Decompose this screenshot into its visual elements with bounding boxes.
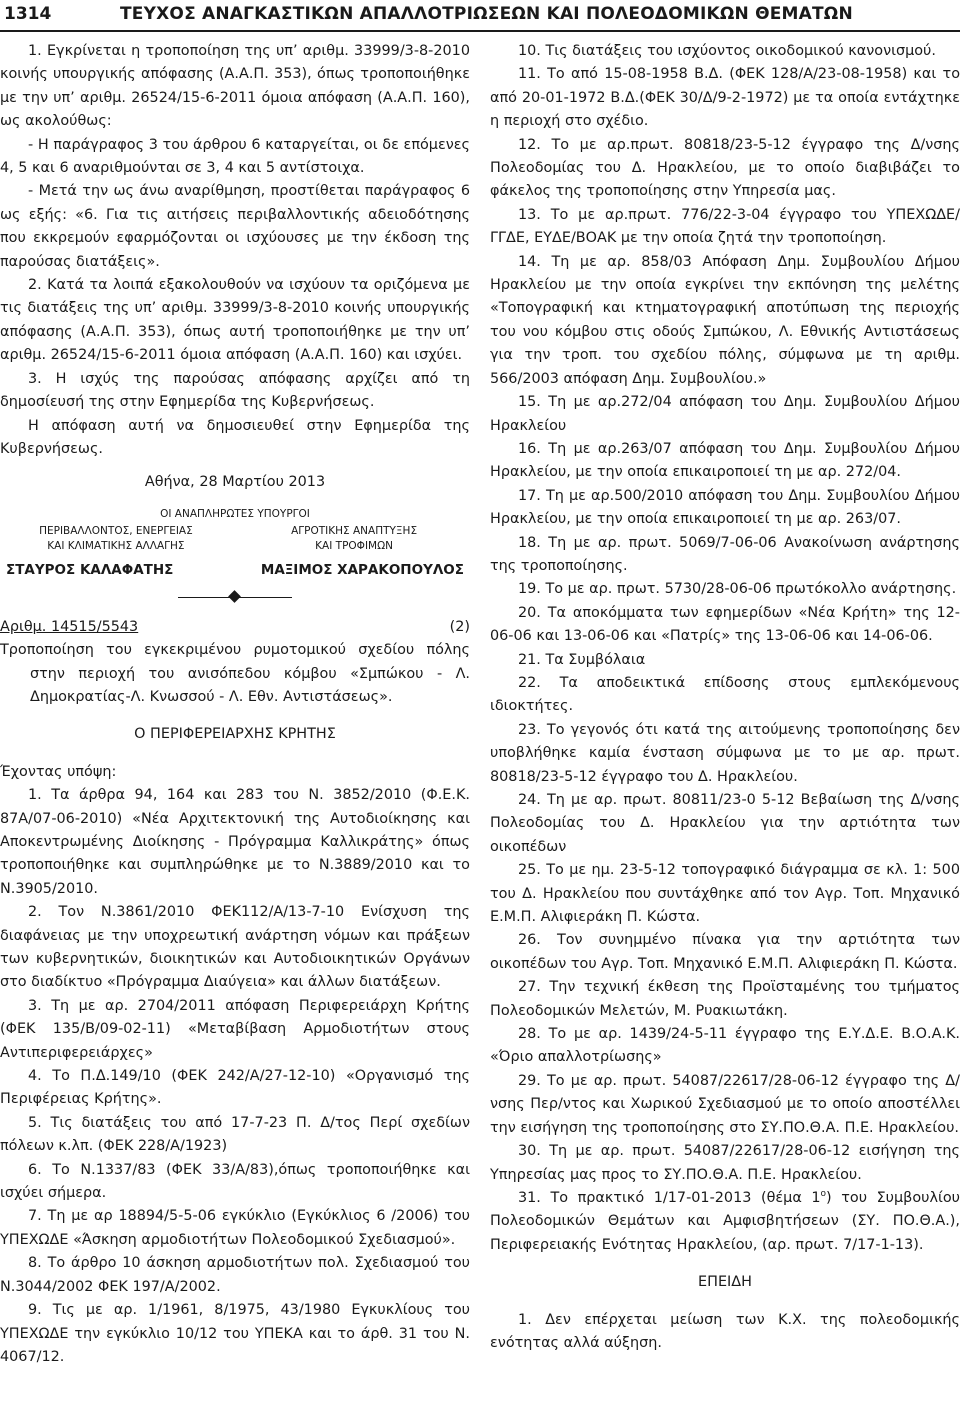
list-item: 22. Τα αποδεικτικά επίδοσης στους εμπλεκόμενους ιδιοκτήτες.	[490, 674, 960, 715]
considering-heading: Έχοντας υπόψη:	[0, 763, 117, 780]
signatory-2: ΜΑΞΙΜΟΣ ΧΑΡΑΚΟΠΟΥΛΟΣ	[260, 561, 464, 578]
list-item: 12. Το με αρ.πρωτ. 80818/23-5-12 έγγραφο της Δ/νσης Πολεοδομίας του Δ. Ηρακλείου, με το οποίο διαβιβάζει το φάκελος της τροποποίησης στην Υπηρεσία μας.	[490, 136, 960, 200]
decision-number: Αριθμ. 14515/5543	[0, 618, 139, 635]
paragraph: 2. Κατά τα λοιπά εξακολουθούν να ισχύουν τα οριζόμενα με τις διατάξεις της υπ’ αριθμ. 33999/3-8-2010 κοινής υπουργικής απόφασης (Α.Α.Π. 353), όπως αυτή τροποποιήθηκε με την υπ’ αριθμ. 26524/15-6-2011 όμοια απόφαση (Α.Α.Π. 160) και ισχύει.	[0, 277, 470, 364]
minister-2	[244, 524, 464, 554]
list-item: 17. Τη με αρ.500/2010 απόφαση του Δημ. Συμβουλίου Δήμου Ηρακλείου, με την οποία επικαιροποιεί τη με αρ. 263/07.	[490, 487, 960, 528]
list-item: 8. Το άρθρο 10 άσκηση αρμοδιοτήτων πολ. Σχεδιασμού του Ν.3044/2002 ΦΕΚ 197/Α/2002.	[0, 1255, 470, 1295]
signing-date: Αθήνα, 28 Μαρτίου 2013	[144, 474, 326, 491]
decision-subject: Τροποποίηση του εγκεκριμένου ρυμοτομικού σχεδίου πόλης στην περιοχή του ανισόπεδου κόμβου «Σμπώκου - Λ. Δημοκρατίας-Λ. Κνωσσού - Λ. Εθν. Αντιστάσεως».	[0, 642, 470, 705]
minister-2-line1: ΑΓΡΟΤΙΚΗΣ ΑΝΑΠΤΥΞΗΣ	[291, 524, 418, 537]
list-item	[490, 1187, 960, 1257]
list-item: 5. Τις διατάξεις του από 17-7-23 Π. Δ/τος Περί σχεδίων πόλεων κ.λπ. (ΦΕΚ 228/Α/1923)	[0, 1114, 470, 1155]
minister-1-line1: ΠΕΡΙΒΑΛΛΟΝΤΟΣ, ΕΝΕΡΓΕΙΑΣ	[39, 524, 193, 537]
list-item: 9. Τις με αρ. 1/1961, 8/1975, 43/1980 Εγκυκλίους του ΥΠΕΧΩΔΕ την εγκύκλιο 10/12 του ΥΠΕΚΑ και το άρθ. 31 του Ν. 4067/12.	[0, 1302, 470, 1365]
list-item: 28. Το με αρ. 1439/24-5-11 έγγραφο της Ε.Υ.Δ.Ε. Β.Ο.Α.Κ. «Όριο απαλλοτρίωσης»	[490, 1026, 960, 1066]
signatory-names	[0, 560, 470, 580]
gazette-title: ΤΕΥΧΟΣ ΑΝΑΓΚΑΣΤΙΚΩΝ ΑΠΑΛΛΟΤΡΙΩΣΕΩΝ ΚΑΙ ΠΟΛΕΟΔΟΜΙΚΩΝ ΘΕΜΑΤΩΝ	[120, 4, 853, 24]
paragraph: 1. Εγκρίνεται η τροποποίηση της υπ’ αριθμ. 33999/3-8-2010 κοινής υπουργικής απόφασης (Α.Α.Π. 353), όπως τροποποιήθηκε με την υπ’ αριθμ. 26524/15-6-2011 όμοια απόφαση (Α.Α.Π. 160), ως ακολούθως:	[0, 43, 470, 130]
paragraph: - Η παράγραφος 3 του άρθρου 6 καταργείται, οι δε επόμενες 4, 5 και 6 αναριθμούνται σε 3, 4 και 5 αντίστοιχα.	[0, 136, 470, 177]
header-rule	[0, 30, 960, 32]
list-item-part: 31. Το πρακτικό 1/17-01-2013 (θέμα 1	[518, 1189, 821, 1206]
list-item: 21. Τα Συμβόλαια	[518, 651, 646, 668]
list-item: 27. Την τεχνική έκθεση της Προϊσταμένης του τμήματος Πολεοδομικών Μελετών, Μ. Ρυακιωτάκη.	[490, 979, 960, 1019]
paragraph: 3. Η ισχύς της παρούσας απόφασης αρχίζει από τη δημοσίευσή της στην Εφημερίδα της Κυβερνήσεως.	[0, 370, 470, 411]
list-item: 1. Δεν επέρχεται μείωση των Κ.Χ. της πολεοδομικής ενότητας αλλά αύξηση.	[490, 1311, 960, 1351]
page-number: 1314	[4, 4, 52, 24]
list-item: 23. Το γεγονός ότι κατά της αιτούμενης τροποποίησης δεν υποβλήθηκε καμία ένσταση σύμφωνα με το με αρ. πρωτ. 80818/23-5-12 έγγραφο του Δ. Ηρακλείου.	[490, 721, 960, 785]
list-item: 7. Τη με αρ 18894/5-5-06 εγκύκλιο (Εγκύκλιος 6 /2006) του ΥΠΕΧΩΔΕ «Άσκηση αρμοδιοτήτων Πολεοδομικού Σχεδιασμού».	[0, 1208, 470, 1248]
list-item: 19. Το με αρ. πρωτ. 5730/28-06-06 πρωτόκολλο ανάρτησης.	[518, 581, 957, 598]
list-item: 30. Τη με αρ. πρωτ. 54087/22617/28-06-12 εισήγηση της Υπηρεσίας μας προς το ΣΥ.ΠΟ.Θ.Α. Π.Ε. Ηρακλείου.	[490, 1143, 960, 1183]
minister-1-line2: ΚΑΙ ΚΛΙΜΑΤΙΚΗΣ ΑΛΛΑΓΗΣ	[47, 539, 185, 552]
page-header	[0, 0, 960, 34]
list-item: 16. Τη με αρ.263/07 απόφαση του Δημ. Συμβουλίου Δήμου Ηρακλείου, με την οποία επικαιροποιεί τη με αρ. 272/04.	[490, 440, 960, 481]
list-item: 6. Το Ν.1337/83 (ΦΕΚ 33/Α/83),όπως τροποποιήθηκε και ισχύει σήμερα.	[0, 1161, 470, 1202]
signatory-1: ΣΤΑΥΡΟΣ ΚΑΛΑΦΑΤΗΣ	[6, 561, 174, 578]
list-item-part: ) του Συμβουλίου Πολεοδομικών Θεμάτων και Αμφισβητήσεων (ΣΥ. ΠΟ.Θ.Α.), Περιφερειακής Ενότητας Ηρακλείου, (αρ. πρωτ. 7/17-1-13).	[490, 1189, 960, 1253]
list-item: 11. Το από 15-08-1958 Β.Δ. (ΦΕΚ 128/Α/23-08-1958) και το από 20-01-1972 Β.Δ.(ΦΕΚ 30/Δ/9-2-1972) με τα οποία εντάχτηκε η περιοχή στο σχέδιο.	[490, 66, 960, 130]
list-item: 29. Το με αρ. πρωτ. 54087/22617/28-06-12 έγγραφο της Δ/νσης Περ/ντος και Χωρικού Σχεδιασμού με το οποίο αποστέλλει την εισήγηση της τροποποίησης στο ΣΥ.ΠΟ.Θ.Α. Π.Ε. Ηρακλείου.	[490, 1072, 960, 1136]
issuing-authority: Ο ΠΕΡΙΦΕΡΕΙΑΡΧΗΣ ΚΡΗΤΗΣ	[134, 726, 336, 743]
minister-1	[6, 524, 226, 554]
right-column	[490, 40, 960, 1355]
list-item: 1. Τα άρθρα 94, 164 και 283 του Ν. 3852/2010 (Φ.Ε.Κ. 87Α/07-06-2010) «Νέα Αρχιτεκτονική της Αυτοδιοίκησης και Αποκεντρωμένης Διοίκησης - Πρόγραμμα Καλλικράτης» όπως τροποποιήθηκε και συμπληρώθηκε με το Ν.3889/2010 και το Ν.3905/2010.	[0, 787, 470, 897]
list-item: 13. Το με αρ.πρωτ. 776/22-3-04 έγγραφο του ΥΠΕΧΩΔΕ/ΓΓΔΕ, ΕΥΔΕ/ΒΟΑΚ με την οποία ζητά την τροποποίηση.	[490, 206, 960, 247]
list-item: 10. Τις διατάξεις του ισχύοντος οικοδομικού κανονισμού.	[518, 43, 936, 59]
paragraph: - Μετά την ως άνω αναρίθμηση, προστίθεται παράγραφος 6 ως εξής: «6. Για τις αιτήσεις περιβαλλοντικής αδειοδότησης που εκκρεμούν εφαρμόζονται οι ισχύουσες με την έκδοση της παρούσας διατάξεις».	[0, 183, 470, 270]
list-item: 2. Τον Ν.3861/2010 ΦΕΚ112/Α/13-7-10 Ενίσχυση της διαφάνειας με την υποχρεωτική ανάρτηση νόμων και πράξεων των κυβερνητικών, διοικητικών και Αυτοδιοικητικών Οργάνων στο διαδίκτυο «Πρόγραμμα Διαύγεια» και άλλων διατάξεων.	[0, 904, 470, 991]
ordinal-superscript: ο	[820, 1189, 827, 1200]
decision-index: (2)	[449, 618, 470, 635]
section-divider	[0, 588, 470, 606]
list-item: 20. Τα αποκόμματα των εφημερίδων «Νέα Κρήτη» της 12-06-06 και 13-06-06 και «Πατρίς» της 13-06-06 και 14-06-06.	[490, 604, 960, 645]
list-item: 15. Τη με αρ.272/04 απόφαση του Δημ. Συμβουλίου Δήμου Ηρακλείου	[490, 394, 960, 434]
list-item: 4. Το Π.Δ.149/10 (ΦΕΚ 242/Α/27-12-10) «Οργανισμό της Περιφέρειας Κρήτης».	[0, 1068, 470, 1108]
list-item: 3. Τη με αρ. 2704/2011 απόφαση Περιφερειάρχη Κρήτης (ΦΕΚ 135/Β/09-02-11) «Μεταβίβαση Αρμοδιοτήτων στους Αντιπεριφερειάρχες»	[0, 997, 470, 1061]
left-column	[0, 40, 470, 1369]
list-item: 14. Τη με αρ. 858/03 Απόφαση Δημ. Συμβουλίου Δήμου Ηρακλείου με την οποία εγκρίνει την εκπόνηση της μελέτης «Τοπογραφική και κτηματογραφική αποτύπωση της περιοχής του νου κόμβου στις οδούς Σμπώκου, Λ. Εθνικής Αντιστάσεως για την τροπ. του σχεδίου πόλης, σύμφωνα με τη αριθμ. 566/2003 απόφαση Δημ. Συμβουλίου.»	[490, 253, 960, 387]
ministers-title: ΟΙ ΑΝΑΠΛΗΡΩΤΕΣ ΥΠΟΥΡΓΟΙ	[160, 507, 310, 520]
list-item: 24. Τη με αρ. πρωτ. 80811/23-0 5-12 Βεβαίωση της Δ/νσης Πολεοδομίας του Δ. Ηρακλείου για την αρτιότητα των οικοπέδων	[490, 792, 960, 855]
minister-2-line2: ΚΑΙ ΤΡΟΦΙΜΩΝ	[315, 539, 393, 552]
list-item: 25. Το με ημ. 23-5-12 τοπογραφικό διάγραμμα σε κλ. 1: 500 του Δ. Ηρακλείου που συντάχθηκε από τον Αγρ. Τοπ. Μηχανικό Ε.Μ.Π. Αλιφιεράκη Π. Κώστα.	[490, 862, 960, 926]
diamond-icon	[228, 590, 241, 603]
ministers-block	[0, 522, 470, 554]
list-item: 18. Τη με αρ. πρωτ. 5069/7-06-06 Ανακοίνωση ανάρτησης της τροποποίησης.	[490, 534, 960, 574]
decision-number-row	[0, 616, 470, 639]
paragraph: Η απόφαση αυτή να δημοσιευθεί στην Εφημερίδα της Κυβερνήσεως.	[0, 417, 470, 457]
whereas-heading: ΕΠΕΙΔΗ	[698, 1274, 752, 1291]
list-item: 26. Τον συνημμένο πίνακα για την αρτιότητα των οικοπέδων του Αγρ. Τοπ. Μηχανικό Ε.Μ.Π. Αλιφιεράκη Π. Κώστα.	[490, 932, 960, 972]
